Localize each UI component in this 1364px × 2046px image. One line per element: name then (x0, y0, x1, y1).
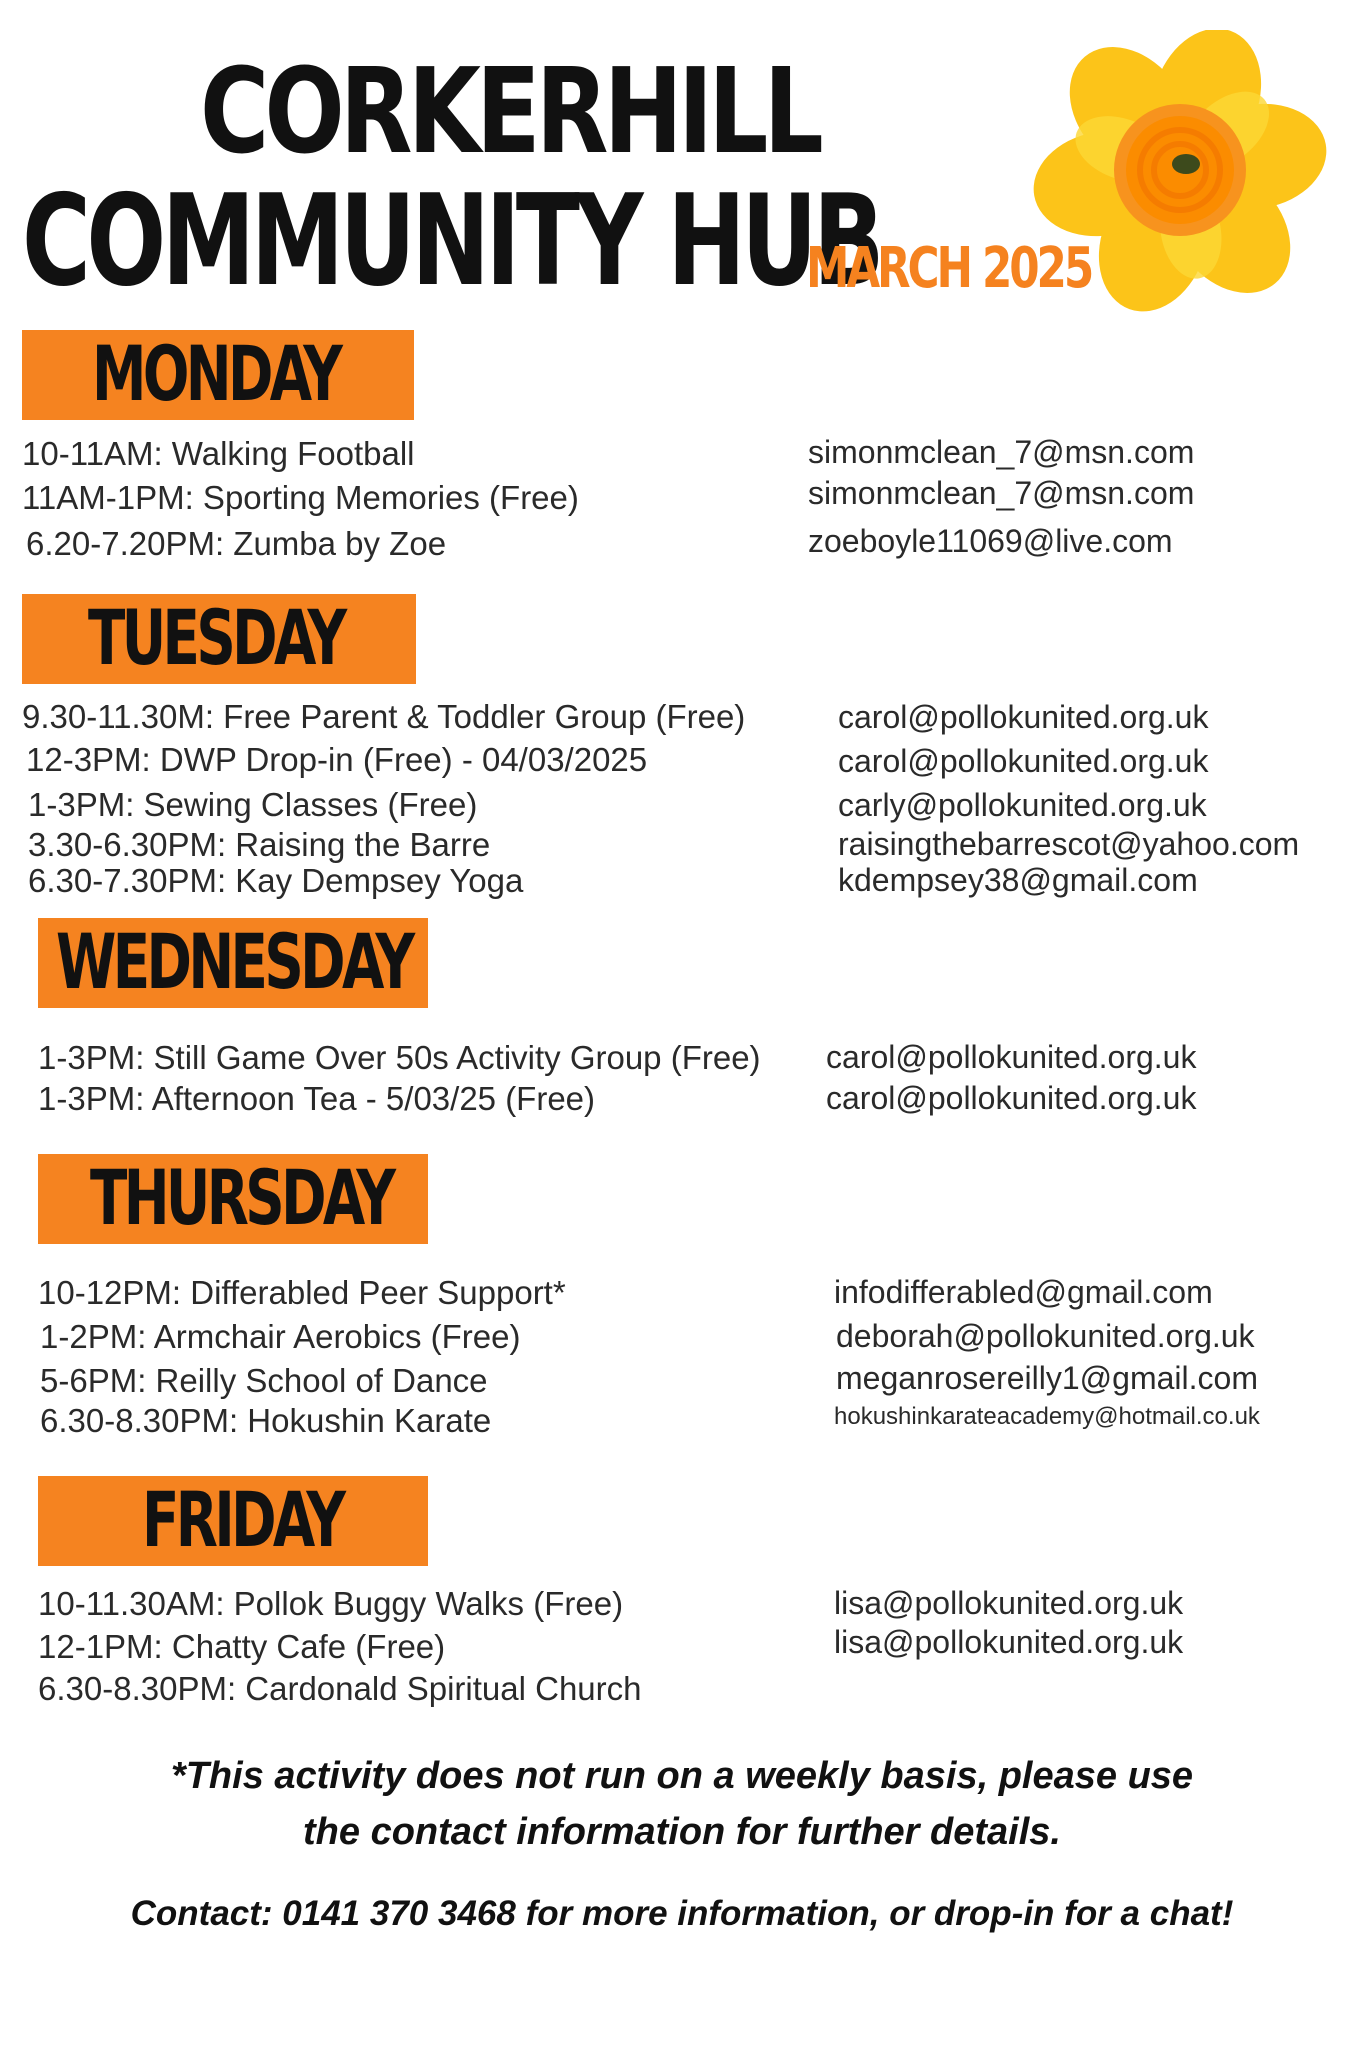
contact-email[interactable]: carol@pollokunited.org.uk (826, 1080, 1197, 1116)
day-banner-thursday (38, 1154, 428, 1244)
activity-item: 10-12PM: Differabled Peer Support* (38, 1274, 566, 1311)
day-banner-wednesday (38, 918, 428, 1008)
contact-email[interactable]: infodifferabled@gmail.com (834, 1274, 1213, 1310)
activity-item: 1-3PM: Sewing Classes (Free) (28, 786, 478, 823)
contact-email[interactable]: zoeboyle11069@live.com (808, 523, 1173, 559)
footnote-line-2: the contact information for further details. (303, 1811, 1061, 1853)
day-heading: THURSDAY (90, 1154, 393, 1242)
contact-email[interactable]: raisingthebarrescot@yahoo.com (838, 826, 1300, 862)
activity-item: 9.30-11.30M: Free Parent & Toddler Group (Free) (22, 698, 746, 735)
contact-email[interactable]: simonmclean_7@msn.com (808, 434, 1195, 470)
footnote-line-1: *This activity does not run on a weekly basis, please use (170, 1755, 1194, 1797)
activity-item: 3.30-6.30PM: Raising the Barre (28, 826, 491, 863)
contact-email[interactable]: carol@pollokunited.org.uk (826, 1039, 1197, 1075)
title-line-2: COMMUNITY HUB (22, 167, 881, 314)
day-banner-monday (22, 330, 414, 420)
contact-email[interactable]: meganrosereilly1@gmail.com (836, 1360, 1258, 1396)
contact-email[interactable]: hokushinkarateacademy@hotmail.co.uk (834, 1403, 1260, 1430)
activity-item: 6.30-8.30PM: Hokushin Karate (40, 1402, 492, 1439)
contact-email[interactable]: deborah@pollokunited.org.uk (836, 1318, 1255, 1354)
activity-item: 12-1PM: Chatty Cafe (Free) (38, 1628, 446, 1665)
contact-email[interactable]: lisa@pollokunited.org.uk (834, 1585, 1184, 1621)
day-heading: TUESDAY (88, 594, 344, 682)
contact-email[interactable]: kdempsey38@gmail.com (838, 862, 1198, 898)
activity-item: 12-3PM: DWP Drop-in (Free) - 04/03/2025 (26, 741, 648, 778)
day-banner-tuesday (22, 594, 416, 684)
activity-item: 11AM-1PM: Sporting Memories (Free) (22, 479, 579, 516)
contact-email[interactable]: simonmclean_7@msn.com (808, 475, 1195, 511)
activity-item: 6.20-7.20PM: Zumba by Zoe (26, 525, 447, 562)
activity-item: 5-6PM: Reilly School of Dance (40, 1362, 488, 1399)
day-banner-friday (38, 1476, 428, 1566)
activity-item: 1-3PM: Afternoon Tea - 5/03/25 (Free) (38, 1080, 596, 1117)
daffodil-icon (1030, 30, 1330, 320)
month-label: MARCH 2025 (806, 236, 1092, 301)
day-heading: FRIDAY (142, 1476, 343, 1564)
contact-email[interactable]: carol@pollokunited.org.uk (838, 743, 1209, 779)
contact-email[interactable]: carly@pollokunited.org.uk (838, 787, 1207, 823)
activity-item: 10-11AM: Walking Football (22, 435, 415, 472)
contact-email[interactable]: carol@pollokunited.org.uk (838, 699, 1209, 735)
activity-item: 1-2PM: Armchair Aerobics (Free) (40, 1318, 521, 1355)
contact-email[interactable]: lisa@pollokunited.org.uk (834, 1624, 1184, 1660)
day-heading: MONDAY (92, 330, 340, 418)
activity-item: 6.30-8.30PM: Cardonald Spiritual Church (38, 1670, 642, 1707)
activity-item: 6.30-7.30PM: Kay Dempsey Yoga (28, 862, 524, 899)
title-line-1: CORKERHILL (200, 42, 819, 180)
day-heading: WEDNESDAY (56, 918, 412, 1006)
contact-line: Contact: 0141 370 3468 for more information, or drop-in for a chat! (130, 1894, 1234, 1933)
activity-item: 10-11.30AM: Pollok Buggy Walks (Free) (38, 1585, 624, 1622)
activity-item: 1-3PM: Still Game Over 50s Activity Group (Free) (38, 1039, 761, 1076)
